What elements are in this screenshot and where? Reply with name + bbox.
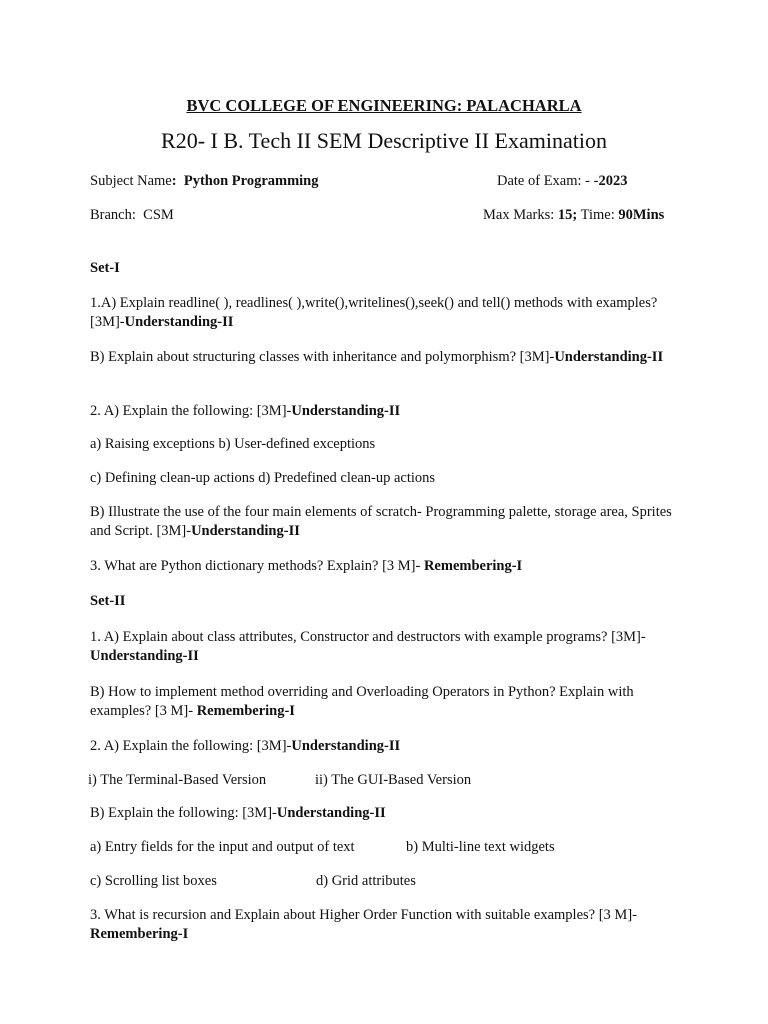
branch-label: Branch: bbox=[90, 207, 136, 223]
set2-q2a-option-ii: ii) The GUI-Based Version bbox=[315, 772, 472, 788]
marks-value: 15; bbox=[557, 207, 578, 223]
college-name: BVC COLLEGE OF ENGINEERING: PALACHARLA bbox=[186, 96, 582, 115]
set2-q2b-option-a: a) Entry fields for the input and output of text bbox=[90, 839, 355, 855]
set2-q2b-option-b: b) Multi-line text widgets bbox=[406, 839, 555, 855]
set1-q2a bbox=[90, 402, 400, 421]
set2-q2a-option-i: i) The Terminal-Based Version bbox=[88, 772, 267, 788]
set2-q2b-option-c: c) Scrolling list boxes bbox=[90, 873, 217, 889]
subject-label: Subject Name bbox=[90, 173, 172, 189]
set1-q2b bbox=[90, 503, 680, 541]
set1-q2a-text: 2. A) Explain the following: [3M]- bbox=[90, 403, 292, 419]
set2-q1b bbox=[90, 683, 680, 721]
time-value: 90Mins bbox=[618, 207, 665, 223]
set1-q2a-options-2: c) Defining clean-up actions d) Predefined clean-up actions bbox=[90, 470, 436, 486]
marks-line bbox=[483, 206, 664, 225]
exam-title: R20- I B. Tech II SEM Descriptive II Examination bbox=[161, 128, 607, 153]
set1-q3-level: Remembering-I bbox=[423, 558, 523, 574]
set1-q1b-text: B) Explain about structuring classes with inheritance and polymorphism? [3M]- bbox=[90, 349, 555, 365]
set2-q2b bbox=[90, 804, 386, 823]
set2-q2a bbox=[90, 737, 400, 756]
time-label: Time: bbox=[577, 207, 619, 223]
set1-q1a-text: 1.A) Explain readline( ), readlines( ),write(),writelines(),seek() and tell() methods with examples? [3M]- bbox=[90, 295, 658, 330]
set2-q3 bbox=[90, 906, 680, 944]
set2-q1a-level: Understanding-II bbox=[90, 648, 199, 664]
set2-q1b-level: Remembering-I bbox=[196, 703, 295, 719]
marks-label: Max Marks: bbox=[483, 207, 558, 223]
date-line bbox=[497, 172, 627, 191]
set2-heading: Set-II bbox=[90, 593, 126, 609]
set2-q2b-option-d: d) Grid attributes bbox=[316, 873, 416, 889]
subject-value: Python Programming bbox=[183, 173, 319, 189]
set2-q3-level: Remembering-I bbox=[90, 926, 189, 942]
subject-line bbox=[90, 172, 319, 191]
set1-q1a bbox=[90, 294, 680, 332]
set1-q2b-text: B) Illustrate the use of the four main elements of scratch- Programming palette, storage area, Sprites and Script. [3M]- bbox=[90, 504, 672, 539]
set2-q2b-level: Understanding-II bbox=[276, 805, 386, 821]
set1-q2b-level: Understanding-II bbox=[191, 523, 300, 539]
set2-q2b-text: B) Explain the following: [3M]- bbox=[90, 805, 277, 821]
set2-q1b-text: B) How to implement method overriding and Overloading Operators in Python? Explain with examples? [3 M]- bbox=[90, 684, 634, 719]
set1-heading: Set-I bbox=[90, 260, 120, 276]
set1-q3 bbox=[90, 557, 522, 576]
set1-q2a-options-1: a) Raising exceptions b) User-defined exceptions bbox=[90, 436, 376, 452]
date-value: 2023 bbox=[598, 173, 628, 189]
set1-q1a-level: Understanding-II bbox=[124, 314, 234, 330]
set2-q1a-text: 1. A) Explain about class attributes, Constructor and destructors with example programs? [3M]- bbox=[90, 629, 646, 645]
branch-line bbox=[90, 206, 174, 225]
set2-q2a-level: Understanding-II bbox=[291, 738, 401, 754]
set2-q1a bbox=[90, 628, 680, 666]
set2-q3-text: 3. What is recursion and Explain about Higher Order Function with suitable examples? [3 M]- bbox=[90, 907, 637, 923]
branch-value: CSM bbox=[143, 207, 174, 223]
set1-q1b-level: Understanding-II bbox=[554, 349, 664, 365]
set1-q3-text: 3. What are Python dictionary methods? Explain? [3 M]- bbox=[90, 558, 424, 574]
set1-q1b bbox=[90, 348, 680, 367]
subject-colon: : bbox=[171, 173, 177, 189]
set2-q2a-text: 2. A) Explain the following: [3M]- bbox=[90, 738, 292, 754]
date-label: Date of Exam: - - bbox=[497, 173, 599, 189]
set1-q2a-level: Understanding-II bbox=[291, 403, 401, 419]
